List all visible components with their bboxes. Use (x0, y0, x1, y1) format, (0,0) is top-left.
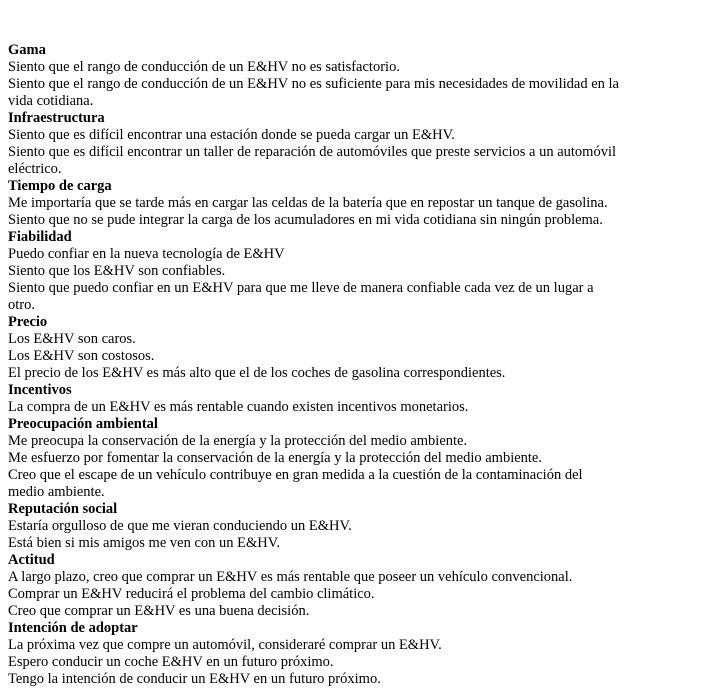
section-heading: Precio (8, 314, 48, 330)
questionnaire-item-line: Siento que puedo confiar en un E&HV para que me lleve de manera confiable cada vez de un lugar a (8, 280, 594, 296)
section-heading: Incentivos (8, 382, 72, 398)
questionnaire-item-line: El precio de los E&HV es más alto que el de los coches de gasolina correspondientes. (8, 365, 506, 381)
questionnaire-item (8, 246, 718, 263)
section-heading: Tiempo de carga (8, 178, 112, 194)
questionnaire-item (8, 603, 718, 620)
questionnaire-item (8, 263, 718, 280)
questionnaire-item-line: Está bien si mis amigos me ven con un E&HV. (8, 535, 280, 551)
questionnaire-item-line: vida cotidiana. (8, 93, 94, 109)
questionnaire-item (8, 586, 718, 603)
questionnaire-item (8, 280, 718, 314)
section-heading: Gama (8, 42, 46, 58)
questionnaire-item-line: Los E&HV son caros. (8, 331, 136, 347)
section-heading: Reputación social (8, 501, 118, 517)
questionnaire-item-line: La compra de un E&HV es más rentable cuando existen incentivos monetarios. (8, 399, 469, 415)
section-heading: Fiabilidad (8, 229, 72, 245)
questionnaire-item (8, 433, 718, 450)
questionnaire-item (8, 637, 718, 654)
questionnaire-item (8, 569, 718, 586)
questionnaire-item (8, 671, 718, 688)
questionnaire-item-line: Los E&HV son costosos. (8, 348, 155, 364)
questionnaire-item (8, 450, 718, 467)
questionnaire-item-line: Estaría orgulloso de que me vieran conduciendo un E&HV. (8, 518, 352, 534)
questionnaire-item (8, 127, 718, 144)
questionnaire-item (8, 195, 718, 212)
questionnaire-item (8, 76, 718, 110)
section-heading: Preocupación ambiental (8, 416, 158, 432)
questionnaire-item (8, 399, 718, 416)
section-heading: Intención de adoptar (8, 620, 138, 636)
questionnaire-item-line: Siento que es difícil encontrar un taller de reparación de automóviles que preste servicios a un automóvil (8, 144, 616, 160)
questionnaire-item-line: Me esfuerzo por fomentar la conservación de la energía y la protección del medio ambiente. (8, 450, 542, 466)
questionnaire-item-line: Siento que es difícil encontrar una estación donde se pueda cargar un E&HV. (8, 127, 455, 143)
questionnaire-item (8, 348, 718, 365)
questionnaire-item (8, 467, 718, 501)
questionnaire-item (8, 365, 718, 382)
questionnaire-item (8, 535, 718, 552)
questionnaire-item (8, 654, 718, 671)
questionnaire-item-line: Siento que los E&HV son confiables. (8, 263, 226, 279)
questionnaire-item-line: Puedo confiar en la nueva tecnología de E&HV (8, 246, 285, 262)
questionnaire-item (8, 212, 718, 229)
questionnaire-item-line: A largo plazo, creo que comprar un E&HV es más rentable que poseer un vehículo convencional. (8, 569, 573, 585)
questionnaire-item-line: medio ambiente. (8, 484, 105, 500)
questionnaire-item-line: eléctrico. (8, 161, 62, 177)
questionnaire-item-line: Tengo la intención de conducir un E&HV en un futuro próximo. (8, 671, 381, 687)
questionnaire-item (8, 518, 718, 535)
questionnaire-item-line: Espero conducir un coche E&HV en un futuro próximo. (8, 654, 334, 670)
questionnaire-item-line: Siento que el rango de conducción de un E&HV no es satisfactorio. (8, 59, 400, 75)
questionnaire-item (8, 331, 718, 348)
questionnaire-item-line: Siento que el rango de conducción de un E&HV no es suficiente para mis necesidades de movilidad en la (8, 76, 619, 92)
questionnaire-item-line: Creo que el escape de un vehículo contribuye en gran medida a la cuestión de la contaminación del (8, 467, 583, 483)
questionnaire-item (8, 144, 718, 178)
questionnaire-item (8, 59, 718, 76)
questionnaire-item-line: Siento que no se pude integrar la carga de los acumuladores en mi vida cotidiana sin ningún problema. (8, 212, 603, 228)
document-body (8, 42, 718, 688)
questionnaire-item-line: Creo que comprar un E&HV es una buena decisión. (8, 603, 310, 619)
questionnaire-item-line: Me preocupa la conservación de la energía y la protección del medio ambiente. (8, 433, 468, 449)
questionnaire-item-line: Comprar un E&HV reducirá el problema del cambio climático. (8, 586, 375, 602)
section-heading: Infraestructura (8, 110, 105, 126)
section-heading: Actitud (8, 552, 55, 568)
questionnaire-item-line: La próxima vez que compre un automóvil, consideraré comprar un E&HV. (8, 637, 442, 653)
questionnaire-item-line: otro. (8, 297, 35, 313)
questionnaire-item-line: Me importaría que se tarde más en cargar las celdas de la batería que en repostar un tanque de gasolina. (8, 195, 608, 211)
